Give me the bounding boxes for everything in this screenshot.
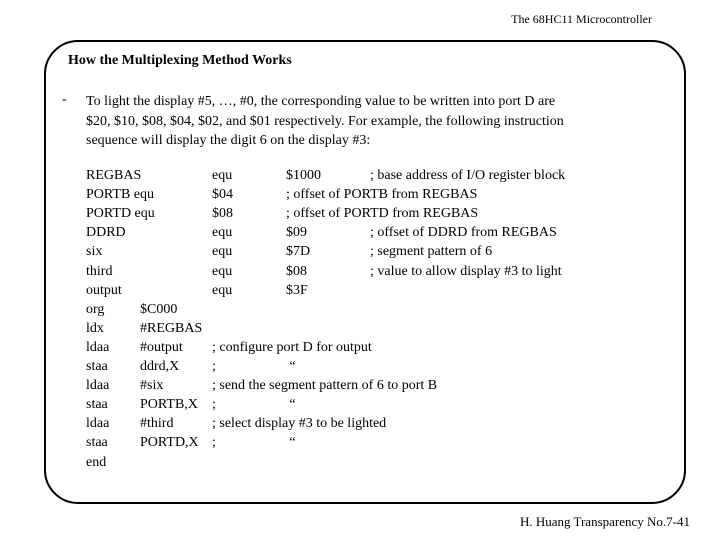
code-operand: ddrd,X [140,359,180,374]
code-mnemonic: end [86,454,107,470]
code-mnemonic: org [86,301,105,317]
code-value: $08 [286,263,307,279]
code-operand: #third [140,416,174,432]
code-comment: ; select display #3 to be lighted [212,416,387,432]
code-value: $7D [286,244,311,260]
code-label: output [86,282,122,298]
code-label: PORTB equ [86,187,154,203]
code-value: $04 [212,187,233,203]
code-mnemonic: ldx [86,320,104,336]
code-directive: equ [212,225,233,241]
bullet-line: sequence will display the digit 6 on the display #3: [86,133,371,148]
code-label: REGBAS [86,168,142,183]
bullet-line: $20, $10, $08, $04, $02, and $01 respectively. For example, the following instruction [86,113,564,129]
code-operand: $C000 [140,301,178,317]
code-comment: ; send the segment pattern of 6 to port B [212,378,438,394]
code-operand: PORTD,X [140,435,199,451]
code-mnemonic: staa [86,397,108,413]
code-directive: equ [212,282,233,298]
code-label: PORTD equ [86,206,155,222]
code-directive: equ [212,244,233,260]
code-comment: ; offset of PORTD from REGBAS [286,206,479,222]
bullet-paragraph [86,92,564,151]
code-value: $08 [212,206,233,222]
code-comment: ; “ [212,397,296,413]
bullet-marker: - [62,92,67,107]
code-operand: #output [140,339,183,355]
code-mnemonic: ldaa [86,416,110,432]
code-comment: ; base address of I/O register block [370,168,566,183]
code-comment: ; offset of PORTB from REGBAS [286,187,478,203]
code-mnemonic: staa [86,359,108,374]
code-directive: equ [212,263,233,279]
code-operand: #REGBAS [140,320,203,336]
code-operand: PORTB,X [140,397,198,413]
code-mnemonic: ldaa [86,339,110,355]
code-comment: ; offset of DDRD from REGBAS [370,225,557,241]
footer-text: H. Huang Transparency No.7-41 [519,514,690,529]
code-mnemonic: ldaa [86,378,110,394]
slide-title: How the Multiplexing Method Works [68,53,292,68]
header-title: The 68HC11 Microcontroller [511,12,652,26]
code-value: $1000 [286,168,321,183]
code-value: $09 [286,225,307,241]
code-comment: ; segment pattern of 6 [370,244,493,260]
bullet-line: To light the display #5, …, #0, the corresponding value to be written into port D are [86,94,556,109]
code-comment: ; “ [212,359,296,374]
code-label: DDRD [86,225,126,241]
code-label: six [86,244,103,260]
code-label: third [86,263,113,279]
code-operand: #six [140,378,164,394]
code-comment: ; “ [212,435,296,451]
code-value: $3F [286,282,308,298]
code-mnemonic: staa [86,435,108,451]
code-comment: ; value to allow display #3 to light [370,263,562,279]
code-comment: ; configure port D for output [212,339,372,355]
code-directive: equ [212,168,233,183]
